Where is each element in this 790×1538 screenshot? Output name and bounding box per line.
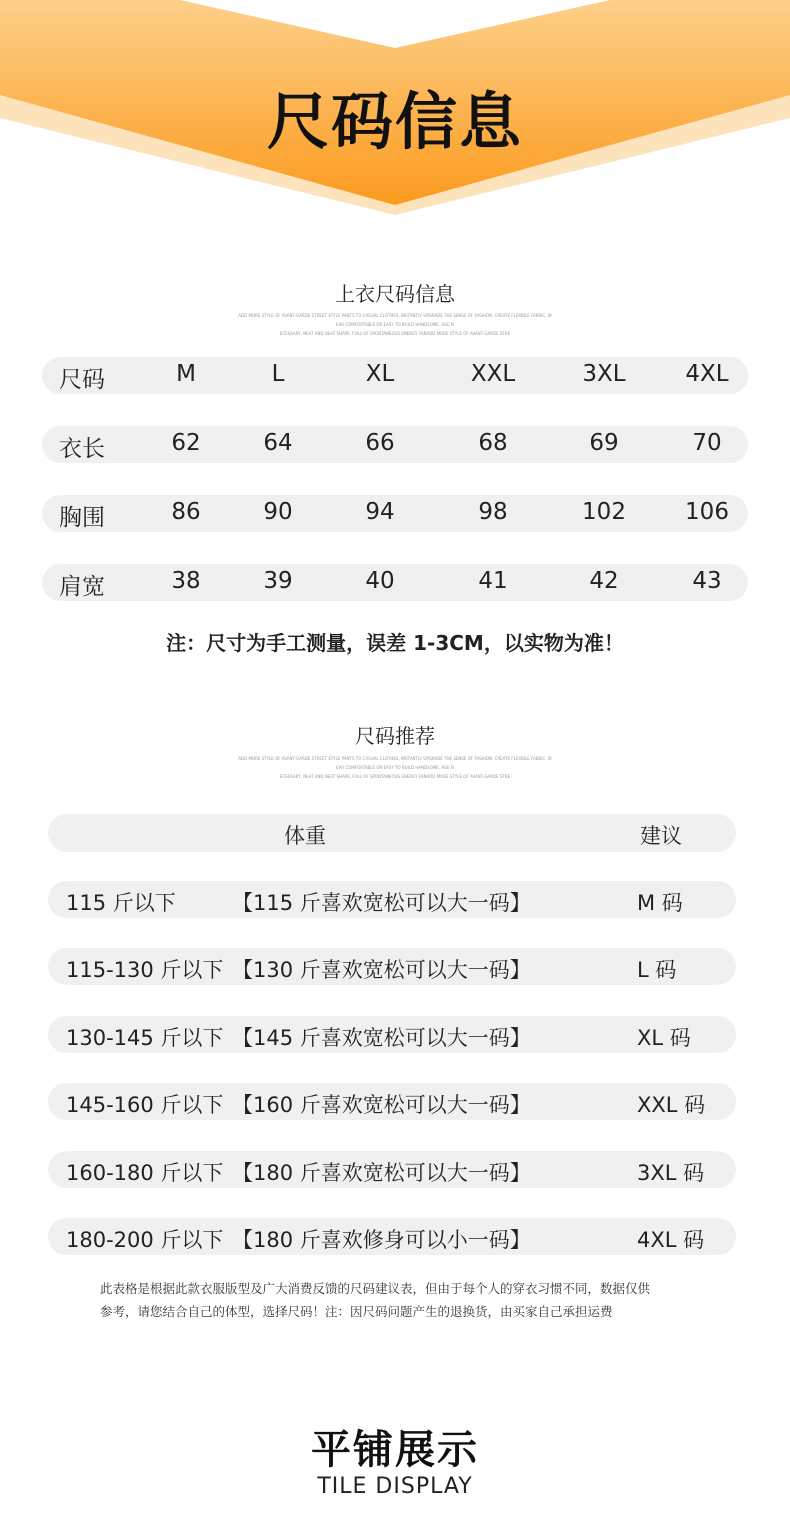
recommend-weight: 130-145 斤以下 bbox=[66, 1026, 224, 1050]
size-table-micro-2: EAR COMFORTABLE OR EASY TO BUILD HANDSOME, AGE N bbox=[336, 322, 454, 327]
recommend-tip: 【130 斤喜欢宽松可以大一码】 bbox=[232, 958, 531, 982]
size-row-肩宽 bbox=[42, 564, 748, 601]
size-header-cell: 3XL bbox=[582, 361, 626, 387]
recommend-tip: 【180 斤喜欢宽松可以大一码】 bbox=[232, 1161, 531, 1185]
size-row-衣长 bbox=[42, 426, 748, 463]
header-banner bbox=[0, 0, 790, 220]
banner-title: 尺码信息 bbox=[266, 85, 523, 158]
size-cell: 66 bbox=[365, 430, 395, 456]
size-row-胸围 bbox=[42, 495, 748, 532]
recommend-weight: 115-130 斤以下 bbox=[66, 958, 224, 982]
size-header-cell: XL bbox=[365, 361, 395, 387]
size-cell: 68 bbox=[478, 430, 508, 456]
size-cell: 40 bbox=[365, 568, 395, 594]
size-cell: 42 bbox=[589, 568, 619, 594]
size-header-cell: L bbox=[271, 361, 285, 387]
size-header-cell: M bbox=[176, 361, 196, 387]
size-cell: 39 bbox=[263, 568, 293, 594]
size-header-cell: XXL bbox=[470, 361, 516, 387]
recommend-micro-2: EAR COMFORTABLE OR EASY TO BUILD HANDSOME, AGE N bbox=[336, 765, 454, 770]
recommend-weight: 115 斤以下 bbox=[66, 891, 176, 915]
size-header-cell: 尺码 bbox=[59, 367, 105, 393]
size-table-title: 上衣尺码信息 bbox=[335, 282, 455, 306]
recommend-size: XL 码 bbox=[637, 1026, 691, 1050]
size-header-row bbox=[42, 357, 748, 394]
size-cell: 94 bbox=[365, 499, 395, 525]
recommend-tip: 【160 斤喜欢宽松可以大一码】 bbox=[232, 1093, 531, 1117]
recommend-header-weight: 体重 bbox=[284, 824, 326, 848]
size-cell: 102 bbox=[582, 499, 626, 525]
size-cell: 64 bbox=[263, 430, 293, 456]
size-cell: 肩宽 bbox=[59, 574, 105, 600]
size-cell: 106 bbox=[685, 499, 729, 525]
recommend-micro-1: ADD MORE STYLE OF AVANT-GARDE STREET STYLE PANTS TO CASUAL CLOTHES, INSTANTLY UPGRADE THE SENSE OF FASHION, CREATE FLEXIBLE FABRIC, W bbox=[238, 756, 552, 761]
size-cell: 90 bbox=[263, 499, 293, 525]
recommend-header-row bbox=[48, 814, 736, 852]
size-cell: 38 bbox=[171, 568, 201, 594]
disclaimer-line-1: 此表格是根据此款衣服版型及广大消费反馈的尺码建议表，但由于每个人的穿衣习惯不同，数据仅供 bbox=[100, 1281, 651, 1296]
recommend-weight: 180-200 斤以下 bbox=[66, 1228, 224, 1252]
size-cell: 86 bbox=[171, 499, 201, 525]
recommend-size: M 码 bbox=[637, 891, 683, 915]
tile-display-title: 平铺展示 bbox=[311, 1427, 479, 1473]
size-cell: 41 bbox=[478, 568, 508, 594]
size-cell: 62 bbox=[171, 430, 201, 456]
recommend-micro-3: ECESSARY, NEAT AND NEAT SHAPE, FULL OF SPONTANEOUS ENERGY FANADD MORE STYLE OF AVANT-GARDE STRE bbox=[279, 774, 511, 779]
size-cell: 衣长 bbox=[59, 436, 105, 462]
size-cell: 70 bbox=[692, 430, 722, 456]
recommend-size: 4XL 码 bbox=[637, 1228, 705, 1252]
recommend-tip: 【145 斤喜欢宽松可以大一码】 bbox=[232, 1026, 531, 1050]
size-cell: 69 bbox=[589, 430, 619, 456]
recommend-tip: 【180 斤喜欢修身可以小一码】 bbox=[232, 1228, 531, 1252]
disclaimer-line-2: 参考，请您结合自己的体型，选择尺码！注：因尺码问题产生的退换货，由买家自己承担运费 bbox=[100, 1304, 613, 1319]
tile-display-subtitle: TILE DISPLAY bbox=[317, 1474, 473, 1499]
recommend-size: 3XL 码 bbox=[637, 1161, 705, 1185]
recommend-title: 尺码推荐 bbox=[355, 724, 435, 748]
size-header-cell: 4XL bbox=[685, 361, 729, 387]
size-cell: 胸围 bbox=[59, 505, 105, 531]
size-table-micro-1: ADD MORE STYLE OF AVANT-GARDE STREET STYLE PANTS TO CASUAL CLOTHES, INSTANTLY UPGRADE THE SENSE OF FASHION, CREATE FLEXIBLE FABRIC, W bbox=[238, 313, 552, 318]
recommend-weight: 160-180 斤以下 bbox=[66, 1161, 224, 1185]
recommend-size: XXL 码 bbox=[637, 1093, 706, 1117]
size-cell: 43 bbox=[692, 568, 722, 594]
size-cell: 98 bbox=[478, 499, 508, 525]
recommend-tip: 【115 斤喜欢宽松可以大一码】 bbox=[232, 891, 531, 915]
size-table-micro-3: ECESSARY, NEAT AND NEAT SHAPE, FULL OF SPONTANEOUS ENERGY FANADD MORE STYLE OF AVANT-GARDE STRE bbox=[279, 331, 511, 336]
recommend-weight: 145-160 斤以下 bbox=[66, 1093, 224, 1117]
recommend-header-suggest: 建议 bbox=[640, 824, 682, 848]
measure-note: 注：尺寸为手工测量，误差 1-3CM，以实物为准！ bbox=[166, 631, 624, 655]
recommend-size: L 码 bbox=[637, 958, 677, 982]
